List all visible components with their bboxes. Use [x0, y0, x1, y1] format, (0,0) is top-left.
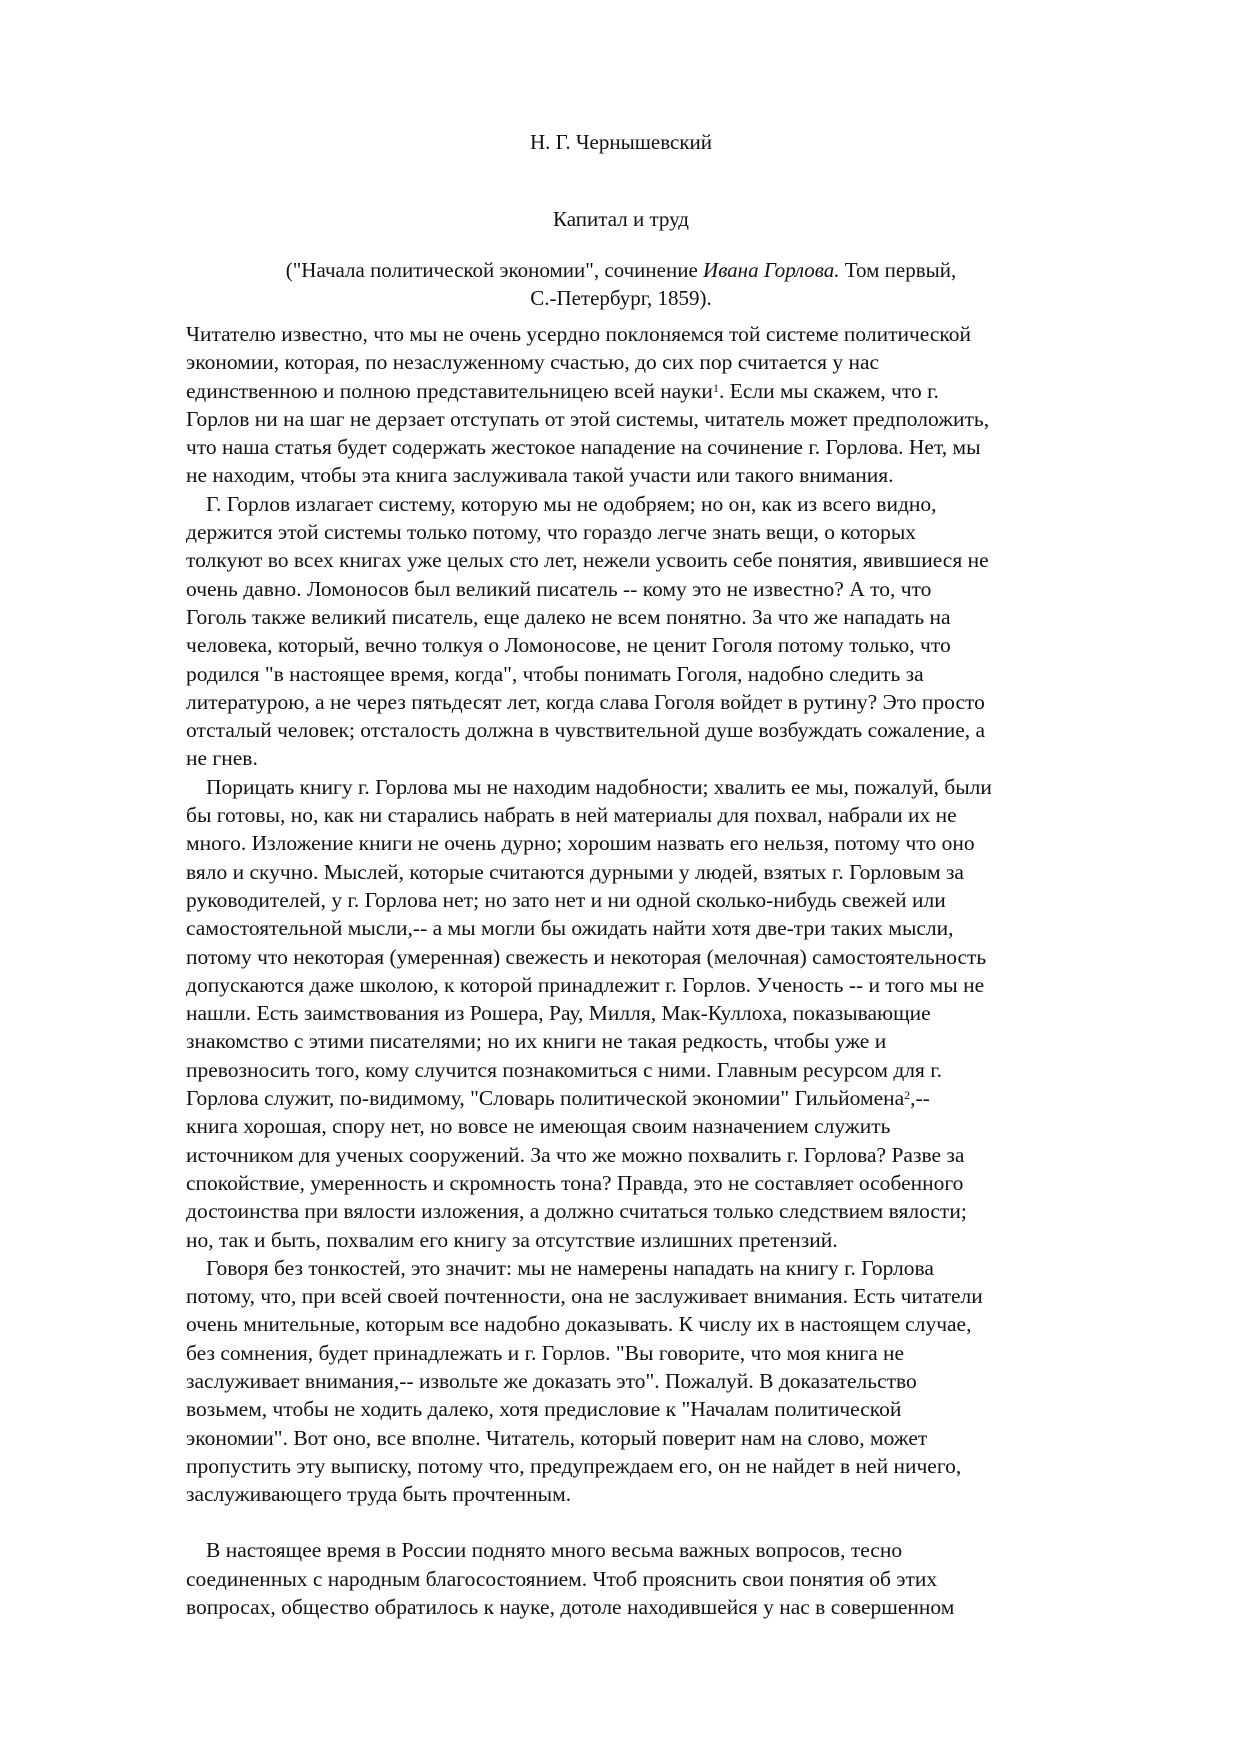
text-line: нашли. Есть заимствования из Рошера, Рау, Милля, Мак-Куллоха, показывающие [186, 1001, 931, 1026]
text-line: источником для ученых сооружений. За что же можно похвалить г. Горлова? Разве за [186, 1142, 965, 1167]
footnote-ref-2[interactable]: 2 [904, 1088, 911, 1103]
text-line: руководителей, у г. Горлова нет; но зато нет и ни одной сколько-нибудь свежей или [186, 887, 946, 912]
text-line: Г. Горлов излагает систему, которую мы не одобряем; но он, как из всего видно, [206, 491, 937, 516]
text-line: превозносить того, кому случится познакомиться с ними. Главным ресурсом для г. [186, 1057, 943, 1082]
text-line: спокойствие, умеренность и скромность тона? Правда, это не составляет особенного [186, 1170, 964, 1195]
text-line: Горлов ни на шаг не дерзает отступать от этой системы, читатель может предположить, [186, 406, 990, 431]
paragraph-2 [186, 490, 1146, 773]
text-line: что наша статья будет содержать жестокое нападение на сочинение г. Горлова. Нет, мы [186, 435, 981, 460]
subtitle-author-italic: Ивана Горлова. [703, 258, 840, 282]
text-line: Порицать книгу г. Горлова мы не находим надобности; хвалить ее мы, пожалуй, были [206, 774, 992, 799]
text-line: бы готовы, но, как ни старались набрать в ней материалы для похвал, набрали их не [186, 803, 957, 828]
text-line: заслуживает внимания,-- извольте же доказать это". Пожалуй. В доказательство [186, 1368, 917, 1393]
text-line: достоинства при вялости изложения, а должно считаться только следствием вялости; [186, 1199, 967, 1224]
text-line: держится этой системы только потому, что гораздо легче знать вещи, о которых [186, 520, 917, 545]
text-line: вопросах, общество обратилось к науке, дотоле находившейся у нас в совершенном [186, 1595, 955, 1620]
text-line: не гнев. [186, 746, 258, 771]
paragraph-4 [186, 1254, 1146, 1509]
text-line: очень давно. Ломоносов был великий писатель -- кому это не известно? А то, что [186, 576, 932, 601]
subtitle-line-1: ("Начала политической экономии", сочинение Ивана Горлова. Том первый, [285, 258, 957, 282]
text-line: пропустить эту выписку, потому что, предупреждаем его, он не найдет в ней ничего, [186, 1453, 962, 1478]
text-line: толкуют во всех книгах уже целых сто лет, нежели усвоить себе понятия, явившиеся не [186, 548, 989, 573]
text-line: потому, что, при всей своей почтенности, она не заслуживает внимания. Есть читатели [186, 1284, 983, 1309]
text-line: много. Изложение книги не очень дурно; хорошим назвать его нельзя, потому что оно [186, 831, 975, 856]
text-line: единственною и полною представительницею всей науки$^1$. Если мы скажем, что г. [186, 378, 939, 403]
text-line: соединенных с народным благосостоянием. Чтоб прояснить свои понятия об этих [186, 1566, 938, 1591]
text-line: отсталый человек; отсталость должна в чувствительной душе возбуждать сожаление, а [186, 718, 986, 743]
paragraph-1 [186, 320, 1146, 490]
text-line: не находим, чтобы эта книга заслуживала такой участи или такого внимания. [186, 463, 894, 488]
author-name: Н. Г. Чернышевский [529, 130, 713, 154]
text-line: но, так и быть, похвалим его книгу за отсутствие излишних претензий. [186, 1227, 838, 1252]
subtitle-line-2: С.-Петербург, 1859). [530, 286, 712, 310]
text-line: заслуживающего труда быть прочтенным. [186, 1482, 572, 1507]
text-line: очень мнительные, которым все надобно доказывать. К числу их в настоящем случае, [186, 1312, 972, 1337]
article-subtitle [0, 256, 1242, 312]
article-title: Капитал и труд [553, 207, 689, 231]
text-line: без сомнения, будет принадлежать и г. Горлов. "Вы говорите, что моя книга не [186, 1340, 905, 1365]
text-line: возьмем, чтобы не ходить далеко, хотя предисловие к "Началам политической [186, 1397, 902, 1422]
text-line: допускаются даже школою, к которой принадлежит г. Горлов. Ученость -- и того мы не [186, 972, 985, 997]
text-line: вяло и скучно. Мыслей, которые считаются дурными у людей, взятых г. Горловым за [186, 859, 964, 884]
paragraph-5 [186, 1536, 1146, 1621]
text-line: Горлова служит, по-видимому, "Словарь политической экономии" Гильйомена$^2$,-- [186, 1086, 930, 1111]
text-line: Читателю известно, что мы не очень усердно поклоняемся той системе политической [186, 322, 972, 346]
text-line: В настоящее время в России поднято много весьма важных вопросов, тесно [206, 1538, 903, 1563]
text-line: литературою, а не через пятьдесят лет, когда слава Гоголя войдет в рутину? Это просто [186, 689, 985, 714]
text-line: родился "в настоящее время, когда", чтобы понимать Гоголя, надобно следить за [186, 661, 924, 686]
text-line: Гоголь также великий писатель, еще далеко не всем понятно. За что же нападать на [186, 604, 951, 629]
text-line: человека, который, вечно толкуя о Ломоносове, не ценит Гоголя потому только, что [186, 633, 951, 658]
footnote-ref-1[interactable]: 1 [712, 380, 719, 395]
text-line: экономии". Вот оно, все вполне. Читатель, который поверит нам на слово, может [186, 1425, 928, 1450]
article-body [186, 320, 1146, 1621]
paragraph-3 [186, 773, 1146, 1254]
text-line: книга хорошая, спору нет, но вовсе не имеющая своим назначением служить [186, 1114, 891, 1139]
text-line: самостоятельной мысли,-- а мы могли бы ожидать найти хотя две-три таких мысли, [186, 916, 954, 941]
text-line: знакомство с этими писателями; но их книги не такая редкость, чтобы уже и [186, 1029, 887, 1054]
text-line: потому что некоторая (умеренная) свежесть и некоторая (мелочная) самостоятельность [186, 944, 987, 969]
text-line: Говоря без тонкостей, это значит: мы не намерены нападать на книгу г. Горлова [206, 1255, 934, 1280]
text-line: экономии, которая, по незаслуженному счастью, до сих пор считается у нас [186, 350, 880, 375]
